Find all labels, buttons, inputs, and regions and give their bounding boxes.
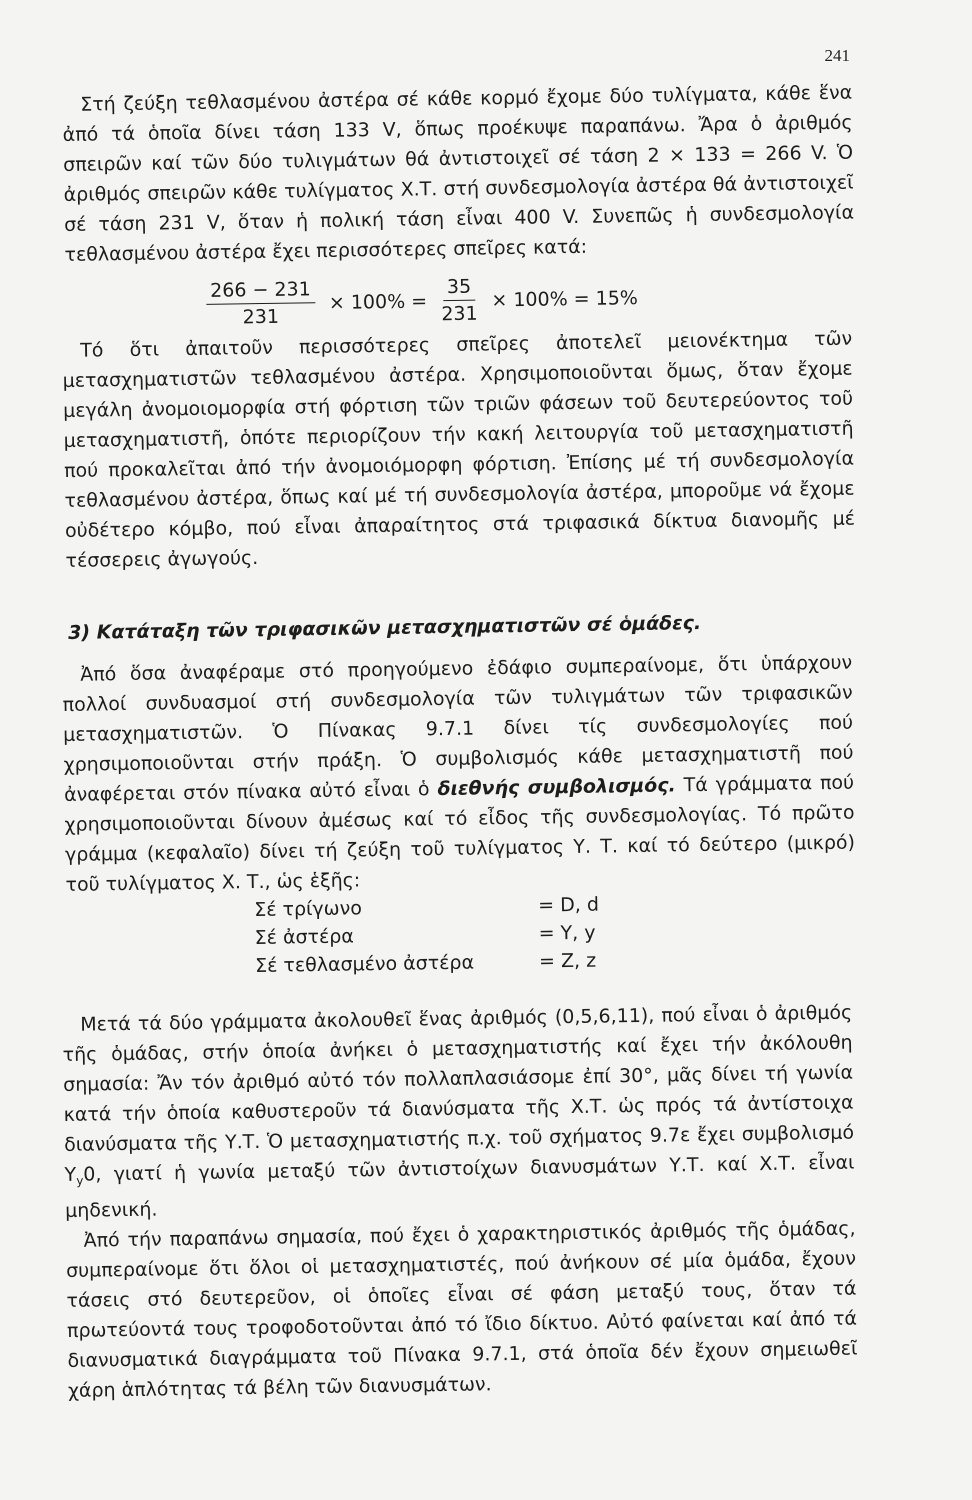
text-run: Τά γράμματα πού χρησιμοποιοῦνται δίνουν ἀμέσως καί τό εἶδος τῆς συνδεσμολογίας. Τό πρῶτο γράμμα (κεφαλαῖο) δίνει τή ζεύξη τοῦ τυλίγματος Υ. Τ. καί τό δεύτερο (μικρό) τοῦ τυλίγματος Χ. Τ., ὡς ἑξῆς: [64,771,856,896]
text-run: Ἀπό ὅσα ἀναφέραμε στό προηγούμενο ἐδάφιο συμπεραίνομε, ὅτι ὑπάρχουν πολλοί συνδυασμοί στή συνδεσμολογία τῶν τυλιγμάτων τῶν τριφασικῶν μετασχηματιστῶν. Ὁ Πίνακας 9.7.1 δίνει τίς συνδεσμολογίες πού χρησιμοποιοῦνται στήν πράξη. Ὁ συμβολισμός κάθε μετασχηματιστῆ πού ἀναφέρεται στόν πίνακα αὐτό εἶναι ὁ [62,651,854,806]
fraction-numerator: 35 [443,276,476,302]
page-number: 241 [824,46,850,65]
connection-symbol: = Y, y [538,921,596,945]
paragraph-disadvantage [62,324,856,576]
connection-name: Σέ τεθλασμένο ἀστέρα [254,951,475,977]
subscript: y [76,1173,84,1188]
emphasized-term: διεθνής συμβολισμός. [437,774,676,801]
paragraph-text: Ἀπό τήν παραπάνω σημασία, πού ἔχει ὁ χαρακτηριστικός ἀριθμός τῆς ὁμάδας, συμπεραίνομε ὅτι ὅλοι οἱ μετασχηματιστές, πού ἀνήκουν σέ μία ὁμάδα, ἔχουν τάσεις στό δευτερεῦον, οἱ ὁποῖες εἶναι σέ φάση μεταξύ τους, ὅταν τά πρωτεύοντά τους τροφοδοτοῦνται ἀπό τό ἴδιο δίκτυο. Αὐτό φαίνεται καί ἀπό τά διανυσματικά διαγράμματα τοῦ Πίνακα 9.7.1, στά ὁποῖα δέν ἔχουν σημειωθεῖ χάρη ἁπλότητας τά βέλη τῶν διανυσμάτων. [65,1217,858,1402]
connection-row [255,947,600,980]
fraction-numerator: 266 − 231 [206,278,315,305]
paragraph-text [62,998,855,1226]
paragraph-text [62,648,856,900]
paragraph-symbolism [62,648,856,900]
connection-name: Σέ τρίγωνο [254,897,363,921]
text-run: Μετά τά δύο γράμματα ἀκολουθεῖ ἕνας ἀριθμός (0,5,6,11), πού εἶναι ὁ ἀριθμός τῆς ὁμάδας, στήν ὁποία ἀνήκει ὁ μετασχηματιστής καί ἔχει τήν ἀκόλουθη σημασία: Ἄν τόν ἀριθμό αὐτό τόν πολλαπλασιάσομε ἐπί 30°, μᾶς δίνει τή γωνία κατά τήν ὁποία καθυστεροῦν τά διανύσματα τῆς Χ.Τ. ὡς πρός τά ἀντίστοιχα διανύσματα τῆς Υ.Τ. Ὁ μετασχηματιστής π.χ. τοῦ σχήματος 9.7ε ἔχει συμβολισμό Y [62,1001,855,1186]
fraction-denominator: 231 [242,305,280,329]
fraction-result [441,276,478,326]
connection-name: Σέ ἀστέρα [254,925,355,949]
connection-symbol: = Z, z [538,949,597,973]
formula-operator: × 100% = [328,289,428,314]
paragraph-text: Τό ὅτι ἀπαιτοῦν περισσότερες σπεῖρες ἀποτελεῖ μειονέκτημα τῶν μετασχηματιστῶν τεθλασμένου ἀστέρα. Χρησιμοποιοῦνται ὅμως, ὅταν ἔχομε μεγάλη ἀνομοιομορφία στή φόρτιση τῶν τριῶν φάσεων τοῦ δευτερεύοντος τοῦ μετασχηματιστῆ, ὁπότε περιορίζουν τήν κακή λειτουργία τοῦ μετασχηματιστῆ πού προκαλεῖται ἀπό τήν ἀνομοιόμορφη φόρτιση. Ἐπίσης μέ τή συνδεσμολογία τεθλασμένου ἀστέρα, ὅπως καί μέ τή συνδεσμολογία ἀστέρα, μποροῦμε νά ἔχομε οὐδέτερο κόμβο, πού εἶναι ἀπαραίτητος στά τριφασικά δίκτυα διανομῆς μέ τέσσερεις ἀγωγούς. [62,327,856,572]
connection-symbol: = D, d [538,893,600,917]
section-heading: 3) Κατάταξη τῶν τριφασικῶν μετασχηματιστῶν σέ ὁμάδες. [68,612,702,644]
fraction-denominator: 231 [441,302,478,326]
paragraph-text: Στή ζεύξη τεθλασμένου ἀστέρα σέ κάθε κορμό ἔχομε δύο τυλίγματα, κάθε ἕνα ἀπό τά ὁποῖα δίνει τάση 133 V, ὅπως προέκυψε παραπάνω. Ἄρα ὁ ἀριθμός σπειρῶν καί τῶν δύο τυλιγμάτων θά ἀντιστοιχεῖ σέ τάση 2 × 133 = 266 V. Ὁ ἀριθμός σπειρῶν κάθε τυλίγματος Χ.Τ. στή συνδεσμολογία ἀστέρα θά ἀντιστοιχεῖ σέ τάση 231 V, ὅταν ἡ πολική τάση εἶναι 400 V. Συνεπῶς ἡ συνδεσμολογία τεθλασμένου ἀστέρα ἔχει περισσότερες σπεῖρες κατά: [62,81,855,266]
fraction-difference [206,278,315,329]
turns-percentage-formula [200,273,646,329]
paragraph-group-number [62,998,858,1406]
formula-result: × 100% = 15% [491,286,639,311]
connection-symbols-list [254,891,600,980]
text-run: 0, γιατί ἡ γωνία μεταξύ τῶν ἀντιστοίχων διανυσμάτων Υ.Τ. καί Χ.Τ. εἶναι μηδενική. [64,1151,855,1222]
paragraph-star-zigzag-intro [62,78,855,270]
